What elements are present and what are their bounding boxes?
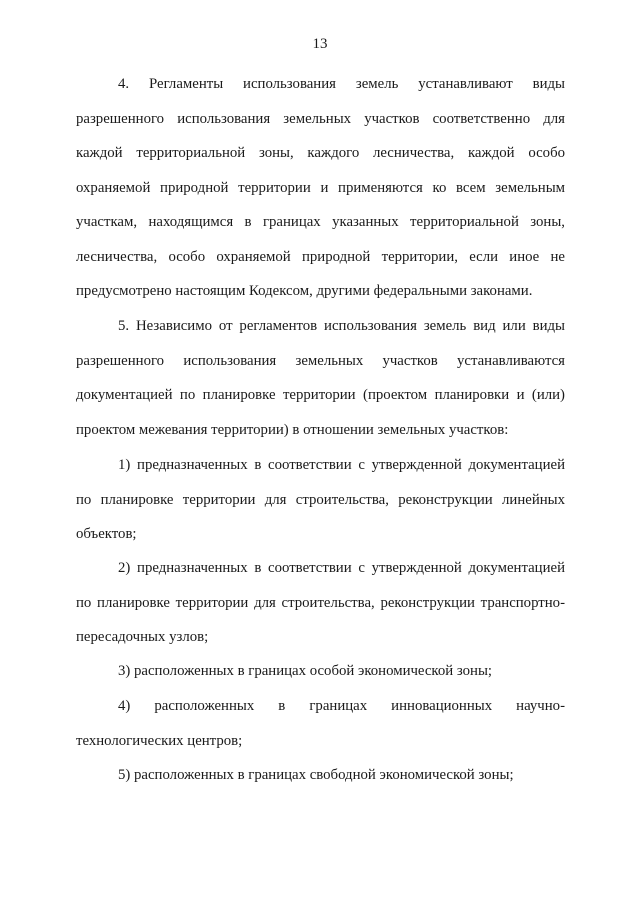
list-item-1: 1) предназначенных в соответствии с утвержденной документацией по планировке территории для строительства, реконструкции линейных объектов; xyxy=(76,457,565,542)
paragraph-4: 4. Регламенты использования земель устанавливают виды разрешенного использования земельных участков соответственно для каждой территориальной зоны, каждого лесничества, каждой особо охраняемой природной территории и применяются ко всем земельным участкам, находящимся в границах указанных территориальной зоны, лесничества, особо охраняемой природной территории, если иное не предусмотрено настоящим Кодексом, другими федеральными законами. xyxy=(76,76,565,299)
list-item-3: 3) расположенных в границах особой экономической зоны; xyxy=(118,663,493,679)
list-item-2: 2) предназначенных в соответствии с утвержденной документацией по планировке территории для строительства, реконструкции транспортно-пересадочных узлов; xyxy=(76,560,565,645)
paragraph-5: 5. Независимо от регламентов использования земель вид или виды разрешенного использования земельных участков устанавливаются документацией по планировке территории (проектом планировки и (или) проектом межевания территории) в отношении земельных участков: xyxy=(76,318,565,438)
page-number: 13 xyxy=(312,36,328,52)
list-item-5: 5) расположенных в границах свободной экономической зоны; xyxy=(118,767,514,783)
list-item-4: 4) расположенных в границах инновационных научно-технологических центров; xyxy=(76,698,565,749)
